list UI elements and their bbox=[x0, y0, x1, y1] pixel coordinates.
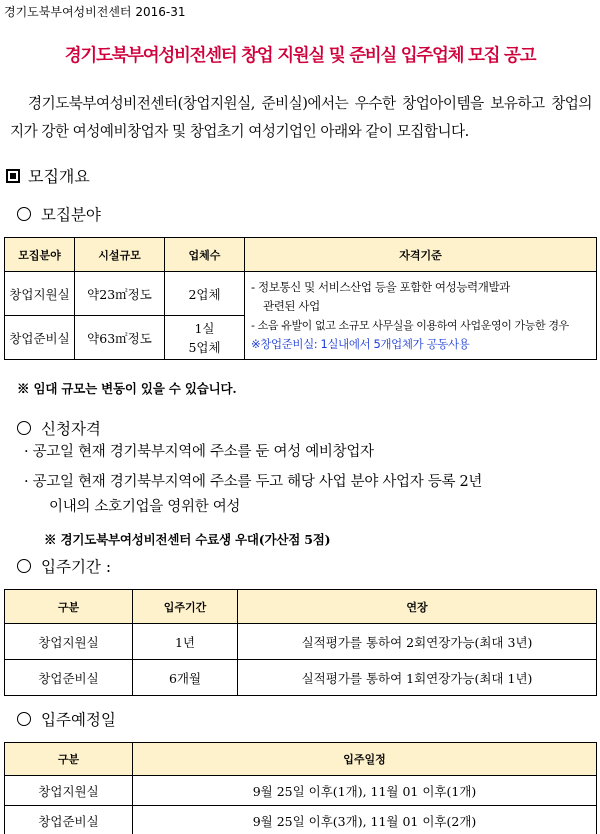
table-cell: 창업준비실 bbox=[5, 660, 133, 696]
period-heading bbox=[17, 555, 111, 577]
table-cell: 2업체 bbox=[165, 272, 245, 316]
column-header: 업체수 bbox=[165, 238, 245, 272]
circle-bullet-icon bbox=[17, 712, 31, 726]
eligibility-item: · 공고일 현재 경기북부지역에 주소를 둔 여성 예비창업자 bbox=[24, 444, 374, 460]
column-header: 구분 bbox=[5, 743, 133, 776]
table-header-row bbox=[5, 238, 597, 272]
filled-square-icon bbox=[6, 169, 20, 183]
page-title: 경기도북부여성비전센터 창업 지원실 및 준비실 입주업체 모집 공고 bbox=[64, 46, 536, 66]
schedule-table bbox=[4, 742, 597, 834]
criteria-note: ※창업준비실: 1실내에서 5개업체가 공동사용 bbox=[251, 336, 470, 351]
period-heading-label: 입주기간 : bbox=[41, 558, 112, 576]
table-header-row bbox=[5, 743, 597, 776]
field-heading bbox=[17, 203, 101, 225]
column-header: 시설규모 bbox=[75, 238, 165, 272]
table-cell: 6개월 bbox=[133, 660, 238, 696]
table-row bbox=[5, 272, 597, 316]
eligibility-heading bbox=[17, 417, 101, 439]
eligibility-item: · 공고일 현재 경기북부지역에 주소를 두고 해당 사업 분야 사업자 등록 2년 bbox=[24, 474, 483, 490]
field-table bbox=[4, 237, 597, 360]
document-number: 경기도북부여성비전센터 2016-31 bbox=[4, 5, 186, 19]
column-header: 입주기간 bbox=[133, 590, 238, 624]
eligibility-item: 이내의 소호기업을 영위한 여성 bbox=[49, 499, 241, 515]
column-header: 구분 bbox=[5, 590, 133, 624]
table-cell: 약23㎡정도 bbox=[75, 272, 165, 316]
section-heading bbox=[6, 164, 90, 187]
table-cell: 9월 25일 이후(3개), 11월 01 이후(2개) bbox=[133, 806, 597, 834]
table-row bbox=[5, 776, 597, 806]
table-cell: 실적평가를 통하여 1회연장가능(최대 1년) bbox=[238, 660, 597, 696]
table-cell: 창업지원실 bbox=[5, 776, 133, 806]
schedule-heading bbox=[17, 708, 116, 730]
table-header-row bbox=[5, 590, 597, 624]
table-cell: 약63㎡정도 bbox=[75, 316, 165, 360]
table-row bbox=[5, 624, 597, 660]
circle-bullet-icon bbox=[17, 421, 31, 435]
criteria-line: - 정보통신 및 서비스산업 등을 포함한 여성능력개발과 bbox=[251, 279, 510, 294]
circle-bullet-icon bbox=[17, 207, 31, 221]
field-note: ※ 임대 규모는 변동이 있을 수 있습니다. bbox=[17, 381, 237, 396]
column-header: 자격기준 bbox=[245, 238, 597, 272]
table-cell: 1년 bbox=[133, 624, 238, 660]
table-cell: 9월 25일 이후(1개), 11월 01 이후(1개) bbox=[133, 776, 597, 806]
period-table bbox=[4, 589, 597, 696]
column-header: 입주일정 bbox=[133, 743, 597, 776]
table-cell: 창업지원실 bbox=[5, 272, 75, 316]
column-header: 모집분야 bbox=[5, 238, 75, 272]
count-line: 1실 bbox=[194, 320, 215, 336]
column-header: 연장 bbox=[238, 590, 597, 624]
table-cell bbox=[165, 316, 245, 360]
table-row bbox=[5, 660, 597, 696]
table-row bbox=[5, 806, 597, 834]
eligibility-note: ※ 경기도북부여성비전센터 수료생 우대(가산점 5점) bbox=[44, 532, 331, 547]
section-label: 모집개요 bbox=[28, 167, 90, 186]
criteria-cell bbox=[245, 272, 597, 360]
intro-paragraph: 경기도북부여성비전센터(창업지원실, 준비실)에서는 우수한 창업아이템을 보유하고 창업의지가 강한 여성예비창업자 및 창업초기 여성기업인 아래와 같이 모집합니다. bbox=[10, 95, 592, 140]
criteria-line: 관련된 사업 bbox=[263, 298, 320, 313]
table-cell: 창업지원실 bbox=[5, 624, 133, 660]
count-line: 5업체 bbox=[188, 339, 221, 355]
table-cell: 실적평가를 통하여 2회연장가능(최대 3년) bbox=[238, 624, 597, 660]
schedule-heading-label: 입주예정일 bbox=[41, 711, 116, 729]
table-cell: 창업준비실 bbox=[5, 806, 133, 834]
circle-bullet-icon bbox=[17, 559, 31, 573]
criteria-line: - 소음 유발이 없고 소규모 사무실을 이용하여 사업운영이 가능한 경우 bbox=[251, 318, 569, 332]
table-cell: 창업준비실 bbox=[5, 316, 75, 360]
field-heading-label: 모집분야 bbox=[41, 206, 101, 224]
eligibility-heading-label: 신청자격 bbox=[41, 420, 101, 438]
